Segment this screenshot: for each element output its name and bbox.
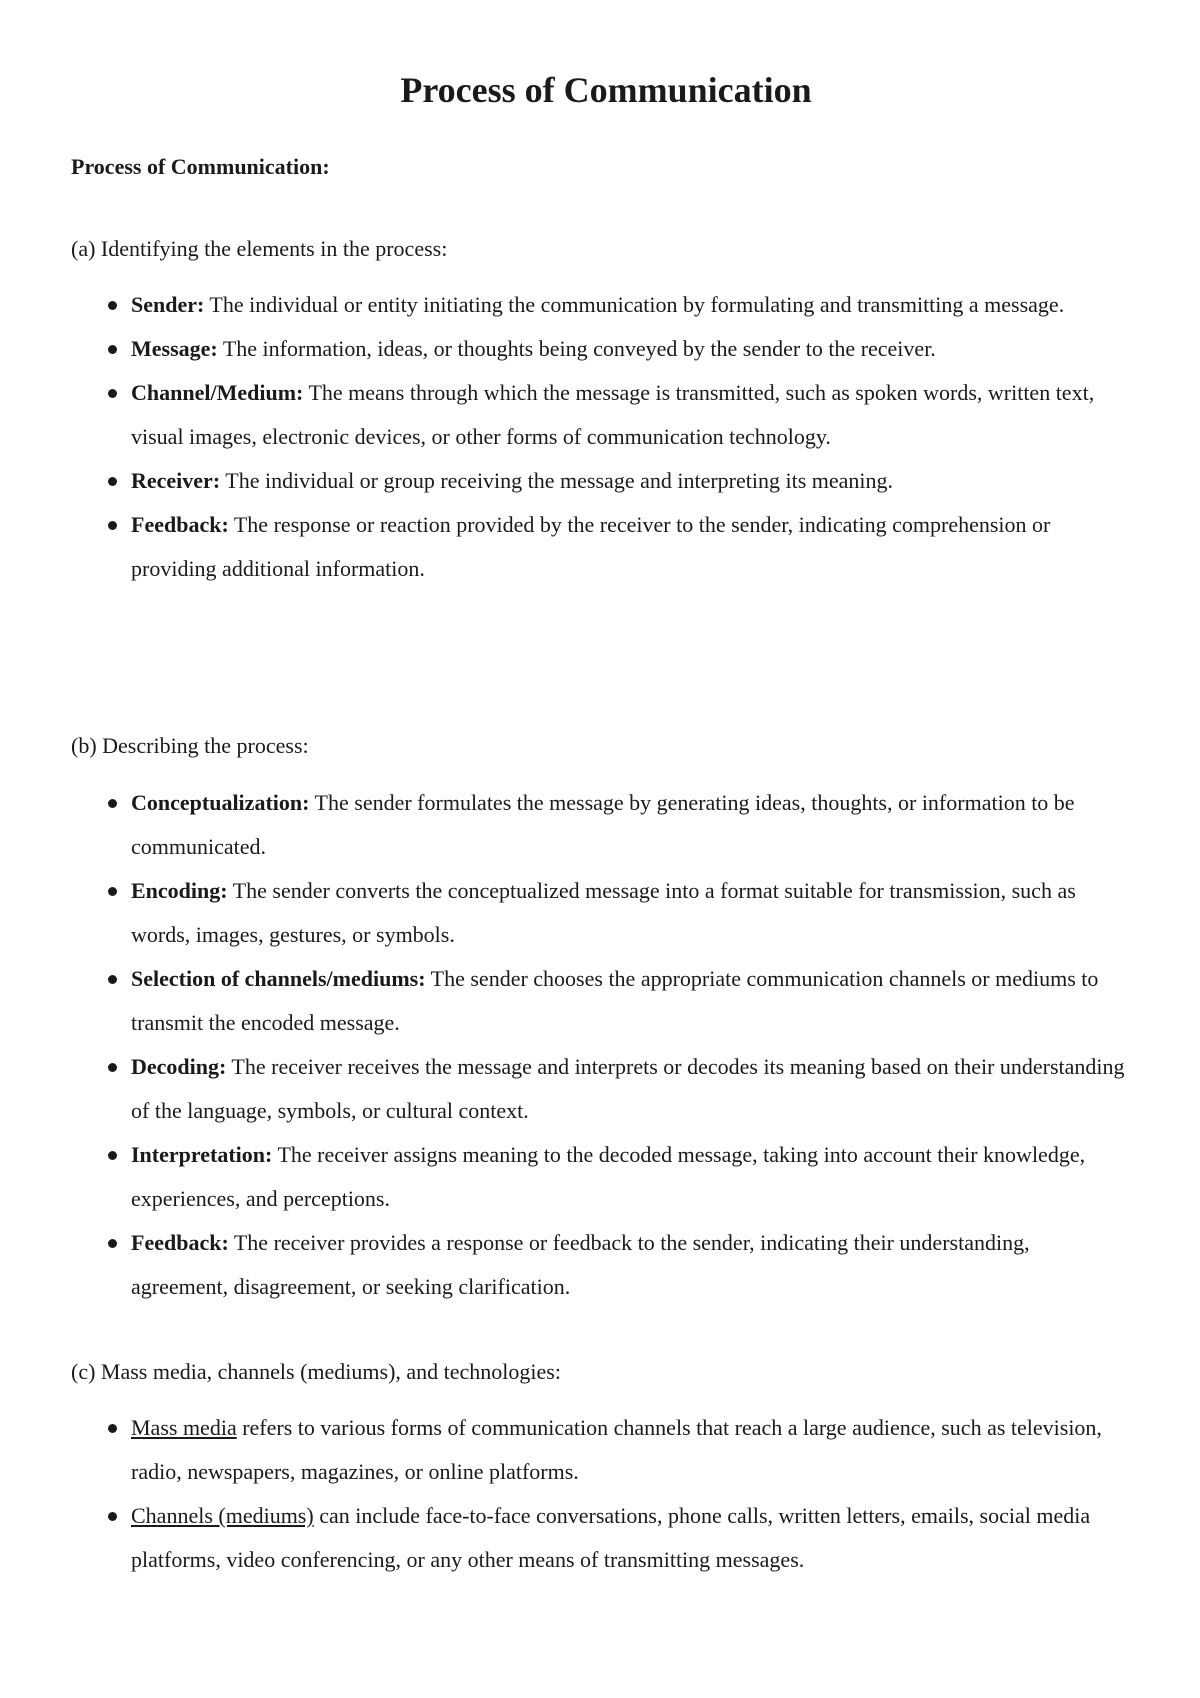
term-description: The means through which the message is transmitted, such as spoken words, written text, visual images, electronic devices, or other forms of communication technology. [131, 380, 1095, 449]
term-description: The information, ideas, or thoughts being conveyed by the sender to the receiver. [217, 336, 936, 361]
bullet-icon [108, 345, 117, 354]
term-description: refers to various forms of communication channels that reach a large audience, such as television, radio, newspapers, magazines, or online platforms. [131, 1415, 1102, 1484]
term-label: Feedback: [131, 1230, 229, 1255]
term-label: Channel/Medium: [131, 380, 304, 405]
term-label: Receiver: [131, 468, 221, 493]
term-label: Encoding: [131, 878, 228, 903]
bullet-icon [108, 389, 117, 398]
bullet-icon [108, 1512, 117, 1521]
bullet-icon [108, 301, 117, 310]
list-item-mass-media [71, 1406, 1131, 1494]
term-label: Mass media [131, 1415, 237, 1440]
section-a-label: (a) Identifying the elements in the process: [71, 236, 448, 261]
list-item-feedback [71, 503, 1131, 591]
section-c-label: (c) Mass media, channels (mediums), and technologies: [71, 1359, 561, 1384]
list-item-selection [71, 957, 1141, 1045]
term-description: The individual or group receiving the message and interpreting its meaning. [220, 468, 894, 493]
list-item-message [71, 327, 1131, 371]
list-item-feedback-process [71, 1221, 1131, 1309]
term-description: The individual or entity initiating the communication by formulating and transmitting a message. [204, 292, 1065, 317]
list-item-channel [71, 371, 1141, 459]
bullet-icon [108, 1151, 117, 1160]
list-item-conceptualization [71, 781, 1131, 869]
list-item-encoding [71, 869, 1131, 957]
list-item-decoding [71, 1045, 1131, 1133]
bullet-icon [108, 1424, 117, 1433]
term-label: Sender: [131, 292, 205, 317]
term-label: Channels (mediums) [131, 1503, 314, 1528]
elements-list [71, 283, 1131, 591]
term-description: The receiver provides a response or feedback to the sender, indicating their understanding, agreement, disagreement, or seeking clarification. [131, 1230, 1030, 1299]
section-heading: Process of Communication: [71, 154, 330, 179]
document-title: Process of Communication [400, 70, 812, 110]
bullet-icon [108, 1239, 117, 1248]
bullet-icon [108, 1063, 117, 1072]
term-label: Decoding: [131, 1054, 227, 1079]
bullet-icon [108, 799, 117, 808]
list-item-interpretation [71, 1133, 1131, 1221]
list-item-channels [71, 1494, 1131, 1582]
term-description: The sender formulates the message by generating ideas, thoughts, or information to be communicated. [131, 790, 1075, 859]
list-item-sender [71, 283, 1131, 327]
bullet-icon [108, 975, 117, 984]
term-label: Conceptualization: [131, 790, 310, 815]
term-label: Interpretation: [131, 1142, 273, 1167]
term-description: The sender chooses the appropriate communication channels or mediums to transmit the encoded message. [131, 966, 1099, 1035]
bullet-icon [108, 521, 117, 530]
term-description: The receiver assigns meaning to the decoded message, taking into account their knowledge, experiences, and perceptions. [131, 1142, 1086, 1211]
media-list [71, 1406, 1131, 1582]
bullet-icon [108, 887, 117, 896]
term-label: Message: [131, 336, 218, 361]
term-description: can include face-to-face conversations, phone calls, written letters, emails, social media platforms, video conferencing, or any other means of transmitting messages. [131, 1503, 1091, 1572]
term-description: The receiver receives the message and interprets or decodes its meaning based on their understanding of the language, symbols, or cultural context. [131, 1054, 1125, 1123]
term-label: Feedback: [131, 512, 229, 537]
term-description: The sender converts the conceptualized message into a format suitable for transmission, such as words, images, gestures, or symbols. [131, 878, 1076, 947]
section-b-label: (b) Describing the process: [71, 733, 309, 758]
bullet-icon [108, 477, 117, 486]
list-item-receiver [71, 459, 1131, 503]
term-description: The response or reaction provided by the receiver to the sender, indicating comprehension or providing additional information. [131, 512, 1051, 581]
process-list [71, 781, 1131, 1309]
term-label: Selection of channels/mediums: [131, 966, 426, 991]
